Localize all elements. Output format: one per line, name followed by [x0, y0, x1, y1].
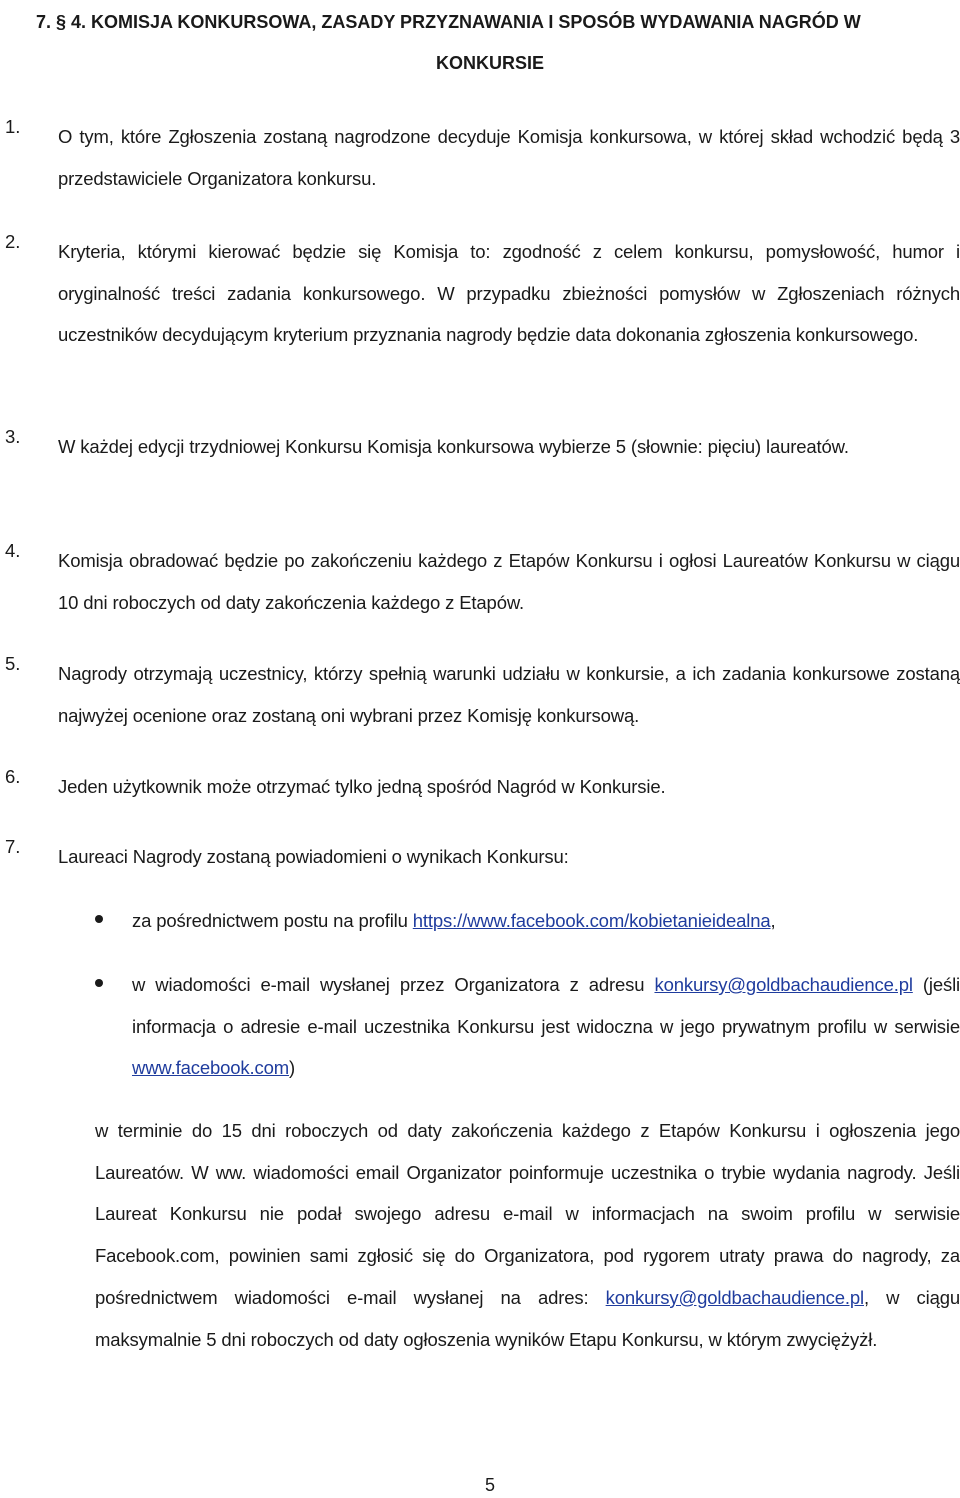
list-item-text: Laureaci Nagrody zostaną powiadomieni o wynikach Konkursu:: [58, 846, 569, 867]
bullet-text: w wiadomości e-mail wysłanej przez Organizatora z adresu konkursy@goldbachaudience.pl (jeśli informacja o adresie e-mail uczestnika Konkursu jest widoczna w jego prywatnym profilu w serwisie www.facebook.com): [132, 974, 960, 1078]
list-item-number: 4.: [5, 540, 21, 561]
facebook-site-link[interactable]: www.facebook.com: [132, 1057, 289, 1078]
closing-paragraph: w terminie do 15 dni roboczych od daty zakończenia każdego z Etapów Konkursu i ogłoszenia jego Laureatów. W ww. wiadomości email Organizator poinformuje uczestnika o trybie wydania nagrody. Jeśli Laureat Konkursu nie podał swojego adresu e-mail w informacjach na swoim profilu w serwisie Facebook.com, powinien sami zgłosić się do Organizatora, pod rygorem utraty prawa do nagrody, za pośrednictwem wiadomości e-mail wysłanej na adres: konkursy@goldbachaudience.pl, w ciągu maksymalnie 5 dni roboczych od daty ogłoszenia wyników Etapu Konkursu, w którym zwyciężyżł.: [95, 1120, 960, 1350]
list-item-text: Nagrody otrzymają uczestnicy, którzy spełnią warunki udziału w konkursie, a ich zadania konkursowe zostaną najwyżej ocenione oraz zostaną oni wybrani przez Komisję konkursową.: [58, 663, 960, 726]
bullet-dot: [95, 915, 103, 923]
list-item-number: 1.: [5, 116, 21, 137]
list-item-2: [5, 231, 960, 356]
list-item-text: W każdej edycji trzydniowej Konkursu Komisja konkursowa wybierze 5 (słownie: pięciu) laureatów.: [58, 436, 849, 457]
section-heading-line2: KONKURSIE: [435, 53, 544, 73]
page-number: 5: [484, 1475, 495, 1495]
list-item-number: 5.: [5, 653, 21, 674]
list-item-4: [5, 540, 960, 623]
list-item-text: Jeden użytkownik może otrzymać tylko jedną spośród Nagród w Konkursie.: [58, 776, 666, 797]
list-item-6: [5, 766, 960, 808]
list-item-3: [5, 426, 960, 468]
contact-email-link[interactable]: konkursy@goldbachaudience.pl: [605, 1286, 864, 1308]
list-item-5: [5, 653, 960, 736]
bullet-item-email: [95, 964, 960, 1089]
list-item-number: 6.: [5, 766, 21, 787]
bullet-dot: [95, 979, 103, 987]
bullet-item-facebook-post: [95, 900, 960, 942]
section-heading: [0, 2, 960, 84]
list-item-number: 7.: [5, 836, 21, 857]
list-item-text: Kryteria, którymi kierować będzie się Komisja to: zgodność z celem konkursu, pomysłowość, humor i oryginalność treści zadania konkursowego. W przypadku zbieżności pomysłów w Zgłoszeniach różnych uczestników decydującym kryterium przyznania nagrody będzie data dokonania zgłoszenia konkursowego.: [58, 241, 960, 345]
list-item-text: O tym, które Zgłoszenia zostaną nagrodzone decyduje Komisja konkursowa, w której skład wchodzić będą 3 przedstawiciele Organizatora konkursu.: [58, 126, 960, 189]
bullet-text: za pośrednictwem postu na profilu https://www.facebook.com/kobietanieidealna,: [132, 910, 776, 931]
list-item-number: 2.: [5, 231, 21, 252]
list-item-text: Komisja obradować będzie po zakończeniu każdego z Etapów Konkursu i ogłosi Laureatów Konkursu w ciągu 10 dni roboczych od daty zakończenia każdego z Etapów.: [58, 550, 960, 613]
list-item-1: [5, 116, 960, 199]
list-item-7: [5, 836, 960, 878]
list-item-number: 3.: [5, 426, 21, 447]
section-heading-line1: 7. § 4. KOMISJA KONKURSOWA, ZASADY PRZYZNAWANIA I SPOSÓB WYDAWANIA NAGRÓD W: [36, 12, 861, 32]
facebook-profile-link[interactable]: https://www.facebook.com/kobietanieidealna: [412, 910, 771, 931]
organizer-email-link[interactable]: konkursy@goldbachaudience.pl: [654, 974, 913, 995]
